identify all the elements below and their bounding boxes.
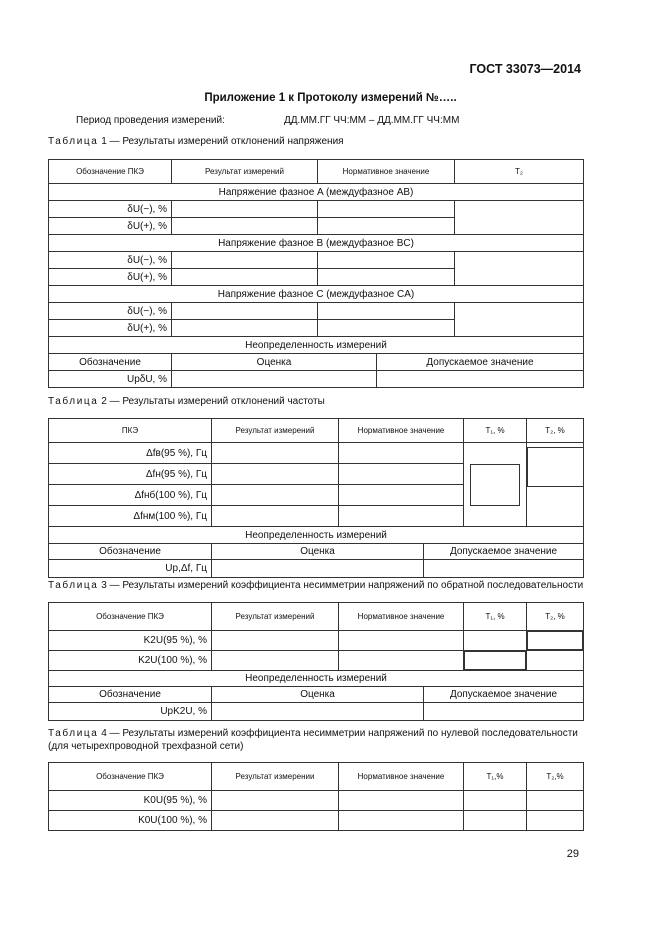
table1-cell[interactable]: [455, 201, 584, 235]
table1-section-b: Напряжение фазное B (междуфазное BC): [49, 235, 584, 252]
table1-cell[interactable]: [318, 252, 455, 269]
table1-uncertainty-title: Неопределенность измерений: [49, 337, 584, 354]
table1-caption: Таблица 1 — Результаты измерений отклонений напряжения: [48, 136, 344, 147]
table4-cell[interactable]: [339, 791, 464, 811]
table1-cell[interactable]: [172, 201, 318, 218]
table1-unc-header-allowed: Допускаемое значение: [377, 354, 584, 371]
appendix-title: Приложение 1 к Протоколу измерений №…..: [204, 92, 457, 104]
table3-cell[interactable]: [424, 703, 584, 721]
table1-cell[interactable]: [377, 371, 584, 388]
table1-header-t2: T₂: [455, 160, 584, 184]
table3-t2-cell[interactable]: [527, 631, 584, 651]
table4-cell[interactable]: [527, 811, 584, 831]
table3-row-k2u95: K2U(95 %), %: [49, 631, 212, 651]
table2-header-pke: ПКЭ: [49, 419, 212, 443]
table4-header-t1: T₁,%: [464, 763, 527, 791]
table2-cell[interactable]: [212, 485, 339, 506]
table2-header-t1: T₁, %: [464, 419, 527, 443]
table2-cell[interactable]: [339, 506, 464, 527]
table4-cell[interactable]: [527, 791, 584, 811]
table1-cell[interactable]: [172, 371, 377, 388]
table3-unc-row: UpK2U, %: [49, 703, 212, 721]
table2-unc-row: Up,Δf, Гц: [49, 560, 212, 578]
table3-cell[interactable]: [464, 631, 527, 651]
table3-uncertainty-title: Неопределенность измерений: [49, 671, 584, 687]
table3-unc-header-allowed: Допускаемое значение: [424, 687, 584, 703]
table3-t1-box: [464, 651, 526, 670]
table3-cell[interactable]: [212, 631, 339, 651]
table3-cell[interactable]: [339, 651, 464, 671]
table2-header-t2: T₂, %: [527, 419, 584, 443]
table2-t1-box: [470, 464, 520, 506]
table2-cell[interactable]: [212, 560, 424, 578]
table2-t2-cell[interactable]: [527, 443, 584, 527]
table3-header-t1: T₁, %: [464, 603, 527, 631]
table4-header-pke: Обозначение ПКЭ: [49, 763, 212, 791]
table1-header-pke: Обозначение ПКЭ: [49, 160, 172, 184]
table1-cell[interactable]: [318, 320, 455, 337]
table2-caption: Таблица 2 — Результаты измерений отклонений частоты: [48, 396, 325, 407]
page-number: 29: [566, 848, 579, 860]
table1-cell[interactable]: [318, 303, 455, 320]
table4-cell[interactable]: [339, 811, 464, 831]
table1-row-a-minus: δU(−), %: [49, 201, 172, 218]
table1-unc-header-symbol: Обозначение: [49, 354, 172, 371]
table2-cell[interactable]: [212, 506, 339, 527]
table2-cell[interactable]: [339, 443, 464, 464]
table1-cell[interactable]: [318, 269, 455, 286]
table1-row-c-minus: δU(−), %: [49, 303, 172, 320]
table3-t1-cell[interactable]: [464, 651, 527, 671]
table2-row-fn95: Δfн(95 %), Гц: [49, 464, 212, 485]
table2-cell[interactable]: [212, 443, 339, 464]
table3-header-result: Результат измерений: [212, 603, 339, 631]
table4-row-k0u95: K0U(95 %), %: [49, 791, 212, 811]
table2-cell[interactable]: [339, 485, 464, 506]
table1-cell[interactable]: [455, 252, 584, 286]
table3-cell[interactable]: [212, 651, 339, 671]
table1-row-b-plus: δU(+), %: [49, 269, 172, 286]
table1-section-a: Напряжение фазное A (междуфазное AB): [49, 184, 584, 201]
table2-row-fnm100: Δfнм(100 %), Гц: [49, 506, 212, 527]
table3-caption: Таблица 3 — Результаты измерений коэффициента несимметрии напряжений по обратной последовательности: [48, 580, 584, 591]
table2: [48, 418, 584, 578]
table2-unc-header-allowed: Допускаемое значение: [424, 544, 584, 560]
table2-row-fv95: Δfв(95 %), Гц: [49, 443, 212, 464]
table2-t2-box: [527, 447, 584, 487]
table3-unc-header-estimate: Оценка: [212, 687, 424, 703]
table1-section-c: Напряжение фазное C (междуфазное CA): [49, 286, 584, 303]
table2-header-normative: Нормативное значение: [339, 419, 464, 443]
table3-t2-box: [527, 631, 583, 650]
table1-header-normative: Нормативное значение: [318, 160, 455, 184]
period-value: ДД.ММ.ГГ ЧЧ:ММ – ДД.ММ.ГГ ЧЧ:ММ: [284, 115, 460, 126]
standard-number: ГОСТ 33073—2014: [469, 62, 581, 76]
table3-cell[interactable]: [212, 703, 424, 721]
table3-cell[interactable]: [527, 651, 584, 671]
table4-cell[interactable]: [464, 791, 527, 811]
table1-row-a-plus: δU(+), %: [49, 218, 172, 235]
table1-row-c-plus: δU(+), %: [49, 320, 172, 337]
table2-unc-header-symbol: Обозначение: [49, 544, 212, 560]
table3-row-k2u100: K2U(100 %), %: [49, 651, 212, 671]
table4-header-result: Результат измерении: [212, 763, 339, 791]
table3-header-t2: T₂, %: [527, 603, 584, 631]
table3-unc-header-symbol: Обозначение: [49, 687, 212, 703]
table2-t1-cell[interactable]: [464, 443, 527, 527]
table2-cell[interactable]: [212, 464, 339, 485]
table1-cell[interactable]: [318, 218, 455, 235]
table2-row-fnb100: Δfнб(100 %), Гц: [49, 485, 212, 506]
table4-header-normative: Нормативное значение: [339, 763, 464, 791]
table4-row-k0u100: K0U(100 %), %: [49, 811, 212, 831]
table3: [48, 602, 584, 721]
table1-cell[interactable]: [172, 320, 318, 337]
table1-header-result: Результат измерений: [172, 160, 318, 184]
table1-row-b-minus: δU(−), %: [49, 252, 172, 269]
table1-cell[interactable]: [172, 303, 318, 320]
table2-header-result: Результат измерений: [212, 419, 339, 443]
table4-header-t2: T₂,%: [527, 763, 584, 791]
table4-cell[interactable]: [464, 811, 527, 831]
table4-cell[interactable]: [212, 811, 339, 831]
period-label: Период проведения измерений:: [76, 115, 225, 126]
table2-unc-header-estimate: Оценка: [212, 544, 424, 560]
table1-cell[interactable]: [455, 303, 584, 337]
table1-cell[interactable]: [172, 218, 318, 235]
table1-cell[interactable]: [318, 201, 455, 218]
table1-cell[interactable]: [172, 269, 318, 286]
table1-cell[interactable]: [172, 252, 318, 269]
table4-caption: Таблица 4 — Результаты измерений коэффициента несимметрии напряжений по нулевой последовательности (для четырехпроводной трехфазной сети): [48, 728, 578, 752]
table3-header-normative: Нормативное значение: [339, 603, 464, 631]
table3-cell[interactable]: [339, 631, 464, 651]
table2-cell[interactable]: [339, 464, 464, 485]
table1: [48, 159, 584, 388]
table2-cell[interactable]: [424, 560, 584, 578]
table3-header-pke: Обозначение ПКЭ: [49, 603, 212, 631]
table2-uncertainty-title: Неопределенность измерений: [49, 527, 584, 544]
table1-unc-header-estimate: Оценка: [172, 354, 377, 371]
table4-cell[interactable]: [212, 791, 339, 811]
table4: [48, 762, 584, 831]
table1-unc-row: UpδU, %: [49, 371, 172, 388]
